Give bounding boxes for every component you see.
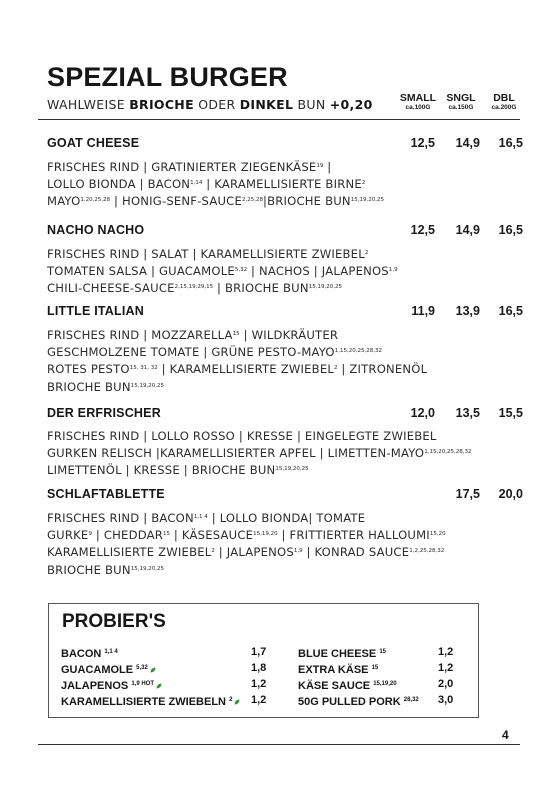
description-line bbox=[47, 326, 525, 343]
allergen-codes: 15,19,20,25 bbox=[130, 382, 164, 389]
allergen-codes: 15,19,20,25 bbox=[308, 284, 342, 291]
ingredient-text: GURKEN RELISCH |KARAMELLISIERTER APFEL | LIMETTEN-MAYO bbox=[47, 446, 425, 461]
vegan-leaf-icon bbox=[234, 692, 240, 698]
ingredient-text: FRISCHES RIND | MOZZARELLA bbox=[47, 328, 233, 342]
ingredient-text: KARAMELLISIERTE ZWIEBEL bbox=[47, 545, 212, 560]
price-small: 12,5 bbox=[410, 223, 435, 237]
allergen-codes: 2 bbox=[364, 250, 369, 256]
ingredient-text: | LOLLO BIONDA| TOMATE bbox=[207, 511, 366, 525]
allergen-codes: 15 bbox=[232, 331, 240, 337]
ingredient-text: LIMETTENÖL | KRESSE | BRIOCHE BUN bbox=[47, 463, 276, 478]
bun-option-brioche: BRIOCHE bbox=[129, 97, 194, 112]
allergen-codes: 1,1 4 bbox=[193, 514, 208, 520]
ingredient-text: | CHEDDAR bbox=[91, 528, 164, 543]
addon-row bbox=[61, 692, 271, 708]
price-double: 16,5 bbox=[498, 304, 523, 318]
bun-note-or: ODER bbox=[198, 97, 236, 112]
allergen-codes: 19 bbox=[316, 163, 324, 169]
bun-option-dinkel: DINKEL bbox=[239, 97, 294, 112]
addon-allergen-codes: 15 bbox=[379, 649, 386, 655]
addon-name: 50G PULLED PORK bbox=[298, 696, 401, 708]
price-double: 20,0 bbox=[498, 487, 523, 501]
addon-price: 1,2 bbox=[251, 694, 267, 706]
burger-description bbox=[47, 158, 525, 210]
burger-prices bbox=[315, 222, 525, 239]
ingredient-text: | ZITRONENÖL bbox=[337, 362, 428, 377]
size-header-single bbox=[438, 92, 484, 112]
size-weight: ca.200G bbox=[491, 104, 517, 111]
ingredient-text: |BRIOCHE BUN bbox=[262, 194, 351, 209]
price-small: 11,9 bbox=[411, 304, 435, 318]
probiers-title: PROBIER'S bbox=[62, 611, 166, 632]
burger-prices bbox=[315, 405, 525, 422]
allergen-codes: 15,20 bbox=[429, 531, 446, 538]
allergen-codes: 1,9 bbox=[293, 548, 303, 555]
price-double: 16,5 bbox=[498, 223, 523, 237]
addon-price: 1,2 bbox=[438, 646, 454, 658]
allergen-codes: 15,19,20,25 bbox=[130, 565, 164, 572]
description-line bbox=[47, 262, 525, 279]
addon-price: 2,0 bbox=[438, 678, 454, 690]
description-line bbox=[47, 343, 525, 360]
addon-row bbox=[298, 644, 458, 660]
bun-note-prefix: WAHLWEISE bbox=[47, 97, 125, 112]
addon-name: KÄSE SAUCE bbox=[298, 680, 371, 692]
addon-row bbox=[298, 660, 458, 676]
burger-description bbox=[47, 428, 525, 479]
burger-name: GOAT CHEESE bbox=[47, 136, 140, 150]
addon-row bbox=[298, 692, 458, 708]
description-line bbox=[47, 509, 525, 526]
allergen-codes: 15,19,20 bbox=[253, 531, 278, 538]
addon-name: KARAMELLISIERTE ZWIEBELN bbox=[61, 696, 226, 708]
allergen-codes: 5,32 bbox=[234, 267, 248, 274]
addon-name: EXTRA KÄSE bbox=[298, 664, 369, 676]
ingredient-text: FRISCHES RIND | GRATINIERTER ZIEGENKÄSE bbox=[47, 160, 317, 174]
footer-divider bbox=[38, 744, 520, 745]
price-single: 13,9 bbox=[455, 304, 480, 318]
allergen-codes: 2 bbox=[361, 180, 366, 187]
description-line bbox=[47, 158, 525, 175]
allergen-codes: 15,19,20,25 bbox=[275, 466, 309, 473]
burger-item bbox=[47, 486, 525, 578]
header-divider bbox=[38, 119, 520, 120]
addon-name: JALAPENOS bbox=[61, 680, 129, 692]
ingredient-text: CHILI-CHEESE-SAUCE bbox=[47, 281, 175, 296]
ingredient-text: | NACHOS | JALAPENOS bbox=[247, 264, 389, 279]
addon-price: 1,2 bbox=[251, 678, 267, 690]
ingredient-text: GURKE bbox=[47, 528, 89, 543]
ingredient-text: | KÄSESAUCE bbox=[170, 528, 254, 543]
addon-name: BLUE CHEESE bbox=[298, 648, 377, 660]
ingredient-text: BRIOCHE BUN bbox=[47, 379, 131, 394]
probiers-column-left bbox=[61, 644, 271, 708]
allergen-codes: 1,14 bbox=[190, 180, 203, 187]
size-label: DBL bbox=[493, 92, 515, 104]
addon-price: 3,0 bbox=[438, 694, 454, 706]
addon-allergen-codes: 28,32 bbox=[403, 697, 419, 703]
burger-item bbox=[47, 303, 525, 395]
description-line bbox=[47, 360, 525, 377]
ingredient-text: | FRITTIERTER HALLOUMI bbox=[277, 528, 430, 543]
vegan-leaf-icon bbox=[156, 676, 162, 682]
probiers-column-right bbox=[298, 644, 458, 708]
bun-surcharge: +0,20 bbox=[329, 97, 373, 112]
addon-row bbox=[61, 660, 271, 676]
addon-allergen-codes: 15,19,20 bbox=[373, 681, 397, 687]
addon-allergen-codes: 1,9 HOT bbox=[131, 681, 154, 687]
burger-item bbox=[47, 222, 525, 297]
addon-allergen-codes: 15 bbox=[371, 665, 379, 671]
allergen-codes: 15,19,20,25 bbox=[350, 197, 385, 204]
allergen-codes: 1,15,20,25,28,32 bbox=[334, 348, 382, 355]
ingredient-text: ROTES PESTO bbox=[47, 362, 130, 377]
description-line bbox=[47, 428, 525, 444]
ingredient-text: FRISCHES RIND | SALAT | KARAMELLISIERTE ZWIEBEL bbox=[47, 247, 365, 261]
price-single: 17,5 bbox=[455, 487, 480, 501]
addon-name: BACON bbox=[61, 648, 102, 660]
price-single: 14,9 bbox=[455, 223, 480, 237]
addon-allergen-codes: 2 bbox=[229, 697, 233, 703]
ingredient-text: | bbox=[323, 160, 332, 174]
addon-allergen-codes: 1,1 4 bbox=[104, 649, 118, 655]
page-title: SPEZIAL BURGER bbox=[47, 62, 288, 92]
allergen-codes: 2,15,19,29,15 bbox=[174, 284, 214, 291]
size-weight: ca.100G bbox=[405, 104, 431, 111]
description-line bbox=[47, 279, 525, 296]
addon-price: 1,2 bbox=[438, 662, 454, 674]
addon-name: GUACAMOLE bbox=[61, 664, 134, 676]
ingredient-text: | BRIOCHE BUN bbox=[213, 281, 309, 296]
allergen-codes: 9 bbox=[88, 531, 92, 538]
burger-name: LITTLE ITALIAN bbox=[47, 304, 144, 318]
price-double: 15,5 bbox=[498, 406, 523, 420]
bun-choice-note bbox=[47, 97, 373, 112]
description-line bbox=[47, 526, 525, 543]
addon-row bbox=[298, 676, 458, 692]
size-weight: ca.150G bbox=[448, 104, 474, 111]
burger-name: NACHO NACHO bbox=[47, 223, 145, 237]
allergen-codes: 2,25,28 bbox=[241, 197, 263, 204]
addon-row bbox=[61, 644, 271, 660]
description-line bbox=[47, 461, 525, 478]
ingredient-text: | HONIG-SENF-SAUCE bbox=[110, 194, 242, 209]
allergen-codes: 1,15,20,25,28,32 bbox=[424, 449, 472, 456]
price-single: 14,9 bbox=[455, 136, 480, 150]
burger-description bbox=[47, 326, 525, 395]
burger-prices bbox=[315, 135, 525, 152]
size-header-small bbox=[395, 92, 441, 112]
price-double: 16,5 bbox=[498, 136, 523, 150]
ingredient-text: TOMATEN SALSA | GUACAMOLE bbox=[47, 264, 235, 279]
probiers-box bbox=[48, 603, 479, 718]
ingredient-text: FRISCHES RIND | LOLLO ROSSO | KRESSE | EINGELEGTE ZWIEBEL bbox=[47, 429, 437, 443]
burger-item bbox=[47, 135, 525, 210]
allergen-codes: 1,20,25,28 bbox=[80, 197, 111, 204]
burger-name: DER ERFRISCHER bbox=[47, 406, 161, 420]
burger-prices bbox=[315, 486, 525, 503]
description-line bbox=[47, 175, 525, 192]
description-line bbox=[47, 543, 525, 560]
size-header-double bbox=[481, 92, 527, 112]
description-line bbox=[47, 245, 525, 262]
burger-description bbox=[47, 245, 525, 297]
ingredient-text: | KARAMELLISIERTE ZWIEBEL bbox=[157, 362, 335, 377]
allergen-codes: 2 bbox=[334, 365, 338, 372]
price-small: 12,5 bbox=[410, 136, 435, 150]
allergen-codes: 2 bbox=[211, 548, 215, 555]
ingredient-text: | KONRAD SAUCE bbox=[302, 545, 410, 560]
page-number: 4 bbox=[502, 728, 509, 742]
burger-description bbox=[47, 509, 525, 578]
vegan-leaf-icon bbox=[150, 660, 156, 666]
description-line bbox=[47, 378, 525, 395]
addon-allergen-codes: 5,32 bbox=[136, 665, 148, 671]
price-small: 12,0 bbox=[410, 406, 435, 420]
size-label: SNGL bbox=[446, 92, 476, 104]
addon-price: 1,7 bbox=[251, 646, 267, 658]
allergen-codes: 1,2,25,28,32 bbox=[409, 548, 445, 555]
ingredient-text: FRISCHES RIND | BACON bbox=[47, 511, 194, 525]
ingredient-text: MAYO bbox=[47, 194, 81, 209]
description-line bbox=[47, 561, 525, 578]
ingredient-text: LOLLO BIONDA | BACON bbox=[47, 177, 191, 192]
ingredient-text: | KARAMELLISIERTE BIRNE bbox=[202, 177, 362, 192]
allergen-codes: 15, 31, 32 bbox=[129, 365, 158, 372]
burger-prices bbox=[315, 303, 525, 320]
description-line bbox=[47, 192, 525, 209]
price-single: 13,5 bbox=[455, 406, 480, 420]
ingredient-text: GESCHMOLZENE TOMATE | GRÜNE PESTO-MAYO bbox=[47, 345, 335, 360]
description-line bbox=[47, 444, 525, 461]
addon-price: 1,8 bbox=[251, 662, 267, 674]
burger-name: SCHLAFTABLETTE bbox=[47, 487, 165, 501]
ingredient-text: BRIOCHE BUN bbox=[47, 562, 131, 577]
allergen-codes: 1,9 bbox=[388, 267, 398, 274]
allergen-codes: 15 bbox=[163, 531, 171, 538]
ingredient-text: | WILDKRÄUTER bbox=[239, 328, 339, 342]
addon-row bbox=[61, 676, 271, 692]
burger-item bbox=[47, 405, 525, 479]
bun-note-bun: BUN bbox=[297, 97, 326, 112]
ingredient-text: | JALAPENOS bbox=[214, 545, 294, 560]
size-label: SMALL bbox=[399, 92, 437, 104]
